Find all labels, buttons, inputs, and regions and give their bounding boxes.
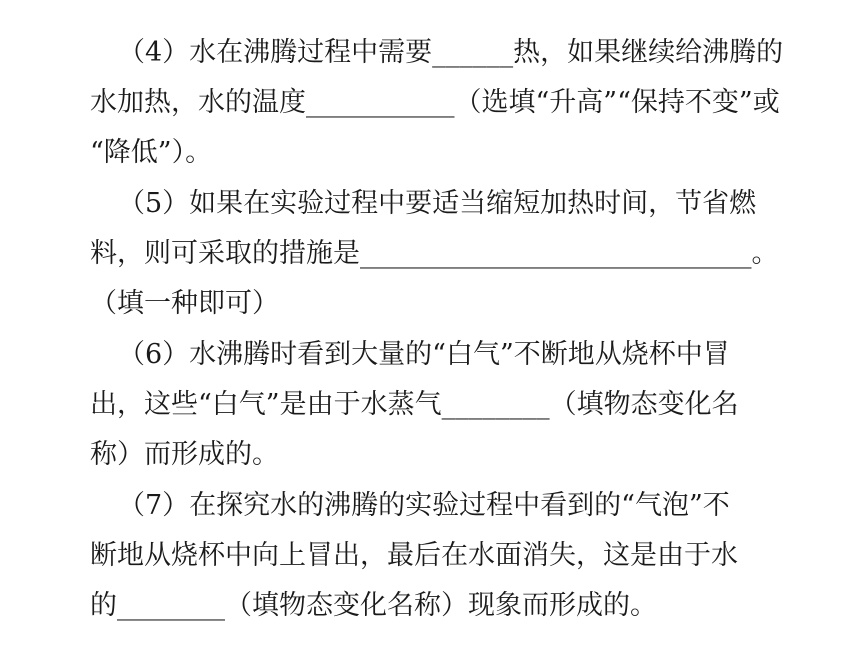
question-4-line-2: 水加热，水的温度___________（选填“升高”“保持不变”或: [90, 87, 780, 118]
question-6-line-3: 称）而形成的。: [90, 439, 279, 470]
question-4-line-3: “降低”）。: [90, 137, 213, 168]
question-5-line-1: （5）如果在实验过程中要适当缩短加热时间，节省燃: [118, 188, 757, 219]
question-7-line-1: （7）在探究水的沸腾的实验过程中看到的“气泡”不: [118, 490, 730, 521]
question-4-line-1: （4）水在沸腾过程中需要______热，如果继续给沸腾的: [118, 37, 784, 68]
question-6-line-1: （6）水沸腾时看到大量的“白气”不断地从烧杯中冒: [118, 339, 730, 370]
question-7-line-2: 断地从烧杯中向上冒出，最后在水面消失，这是由于水: [90, 540, 738, 571]
question-7-line-3: 的________（填物态变化名称）现象而形成的。: [90, 590, 657, 621]
question-5-line-2: 料，则可采取的措施是_____________________________。: [90, 238, 779, 269]
question-6-line-2: 出，这些“白气”是由于水蒸气________（填物态变化名: [90, 389, 739, 420]
question-5-line-3: （填一种即可）: [90, 288, 279, 319]
